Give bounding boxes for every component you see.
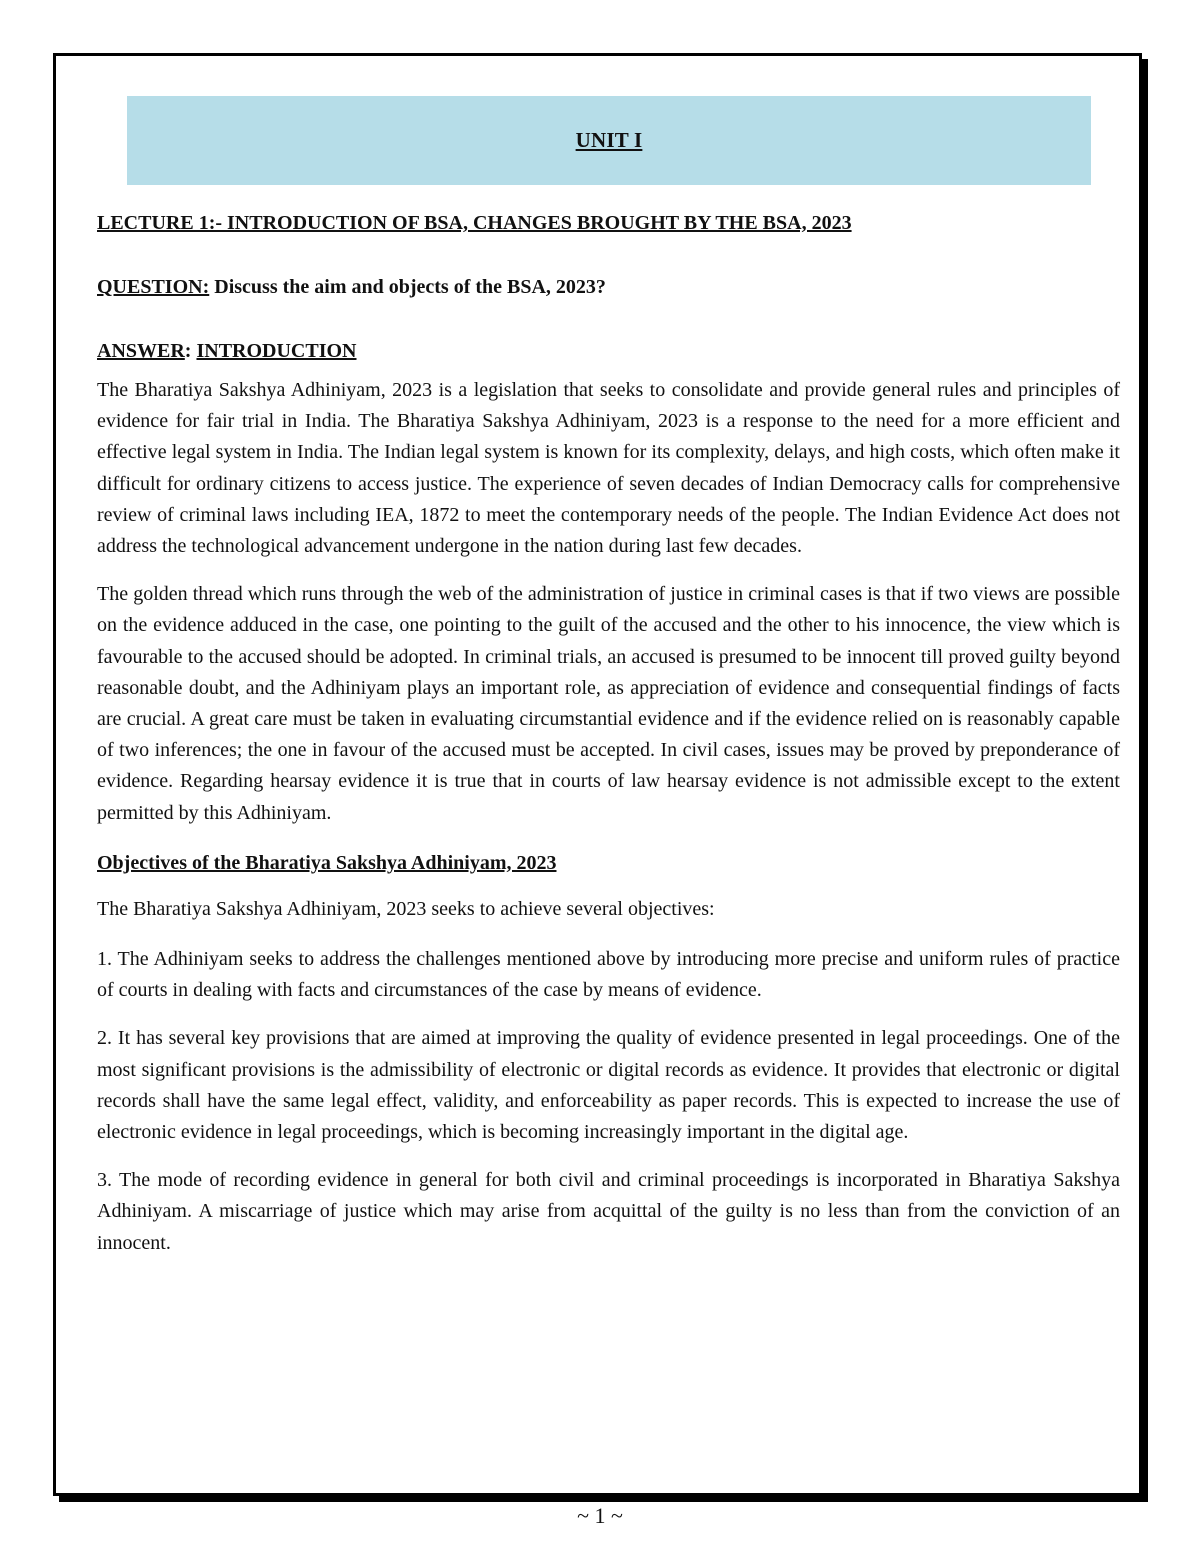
intro-paragraph: The Bharatiya Sakshya Adhiniyam, 2023 is a legislation that seeks to consolidate and provide general rules and principles of evidence for fair trial in India. The Bharatiya Sakshya Adhiniyam, 2023 is a response to the need for a more efficient and effective legal system in India. The Indian legal system is known for its complexity, delays, and high costs, which often make it difficult for ordinary citizens to access justice. The experience of seven decades of Indian Democracy calls for comprehensive review of criminal laws including IEA, 1872 to meet the contemporary needs of the people. The Indian Evidence Act does not address the technological advancement undergone in the nation during last few decades. bbox=[97, 379, 1120, 558]
document-body bbox=[97, 209, 1120, 1276]
question-line bbox=[97, 273, 1120, 301]
golden-thread-paragraph: The golden thread which runs through the web of the administration of justice in criminal cases is that if two views are possible on the evidence adduced in the case, one pointing to the guilt of the accused and the other to his innocence, the view which is favourable to the accused should be adopted. In criminal trials, an accused is presumed to be innocent till proved guilty beyond reasonable doubt, and the Adhiniyam plays an important role, as appreciation of evidence and consequential findings of facts are crucial. A great care must be taken in evaluating circumstantial evidence and if the evidence relied on is reasonably capable of two inferences; the one in favour of the accused must be accepted. In civil cases, issues may be proved by preponderance of evidence. Regarding hearsay evidence it is true that in courts of law hearsay evidence is not admissible except to the extent permitted by this Adhiniyam. bbox=[97, 583, 1120, 824]
objective-item-2: 2. It has several key provisions that are aimed at improving the quality of evidence presented in legal proceedings. One of the most significant provisions is the admissibility of electronic or digital records as evidence. It provides that electronic or digital records shall have the same legal effect, validity, and enforceability as paper records. This is expected to increase the use of electronic evidence in legal proceedings, which is becoming increasingly important in the digital age. bbox=[97, 1027, 1120, 1144]
answer-separator: : bbox=[184, 340, 197, 362]
question-text: Discuss the aim and objects of the BSA, 2023? bbox=[209, 276, 606, 298]
answer-heading bbox=[97, 337, 1120, 365]
objectives-heading: Objectives of the Bharatiya Sakshya Adhiniyam, 2023 bbox=[97, 851, 557, 874]
page-number: ~ 1 ~ bbox=[577, 1503, 623, 1528]
unit-title: UNIT I bbox=[575, 128, 643, 152]
introduction-label: INTRODUCTION bbox=[196, 340, 357, 362]
unit-banner bbox=[127, 96, 1091, 185]
lecture-heading: LECTURE 1:- INTRODUCTION OF BSA, CHANGES BROUGHT BY THE BSA, 2023 bbox=[97, 212, 852, 234]
objective-item-3: 3. The mode of recording evidence in general for both civil and criminal proceedings is incorporated in Bharatiya Sakshya Adhiniyam. A miscarriage of justice which may arise from acquittal of the guilty is no less than from the conviction of an innocent. bbox=[97, 1169, 1120, 1254]
objective-item-1: 1. The Adhiniyam seeks to address the challenges mentioned above by introducing more precise and uniform rules of practice of courts in dealing with facts and circumstances of the case by means of evidence. bbox=[97, 948, 1120, 1002]
answer-label: ANSWER bbox=[97, 340, 185, 362]
objectives-intro: The Bharatiya Sakshya Adhiniyam, 2023 seeks to achieve several objectives: bbox=[97, 897, 715, 920]
question-label: QUESTION: bbox=[97, 276, 210, 298]
